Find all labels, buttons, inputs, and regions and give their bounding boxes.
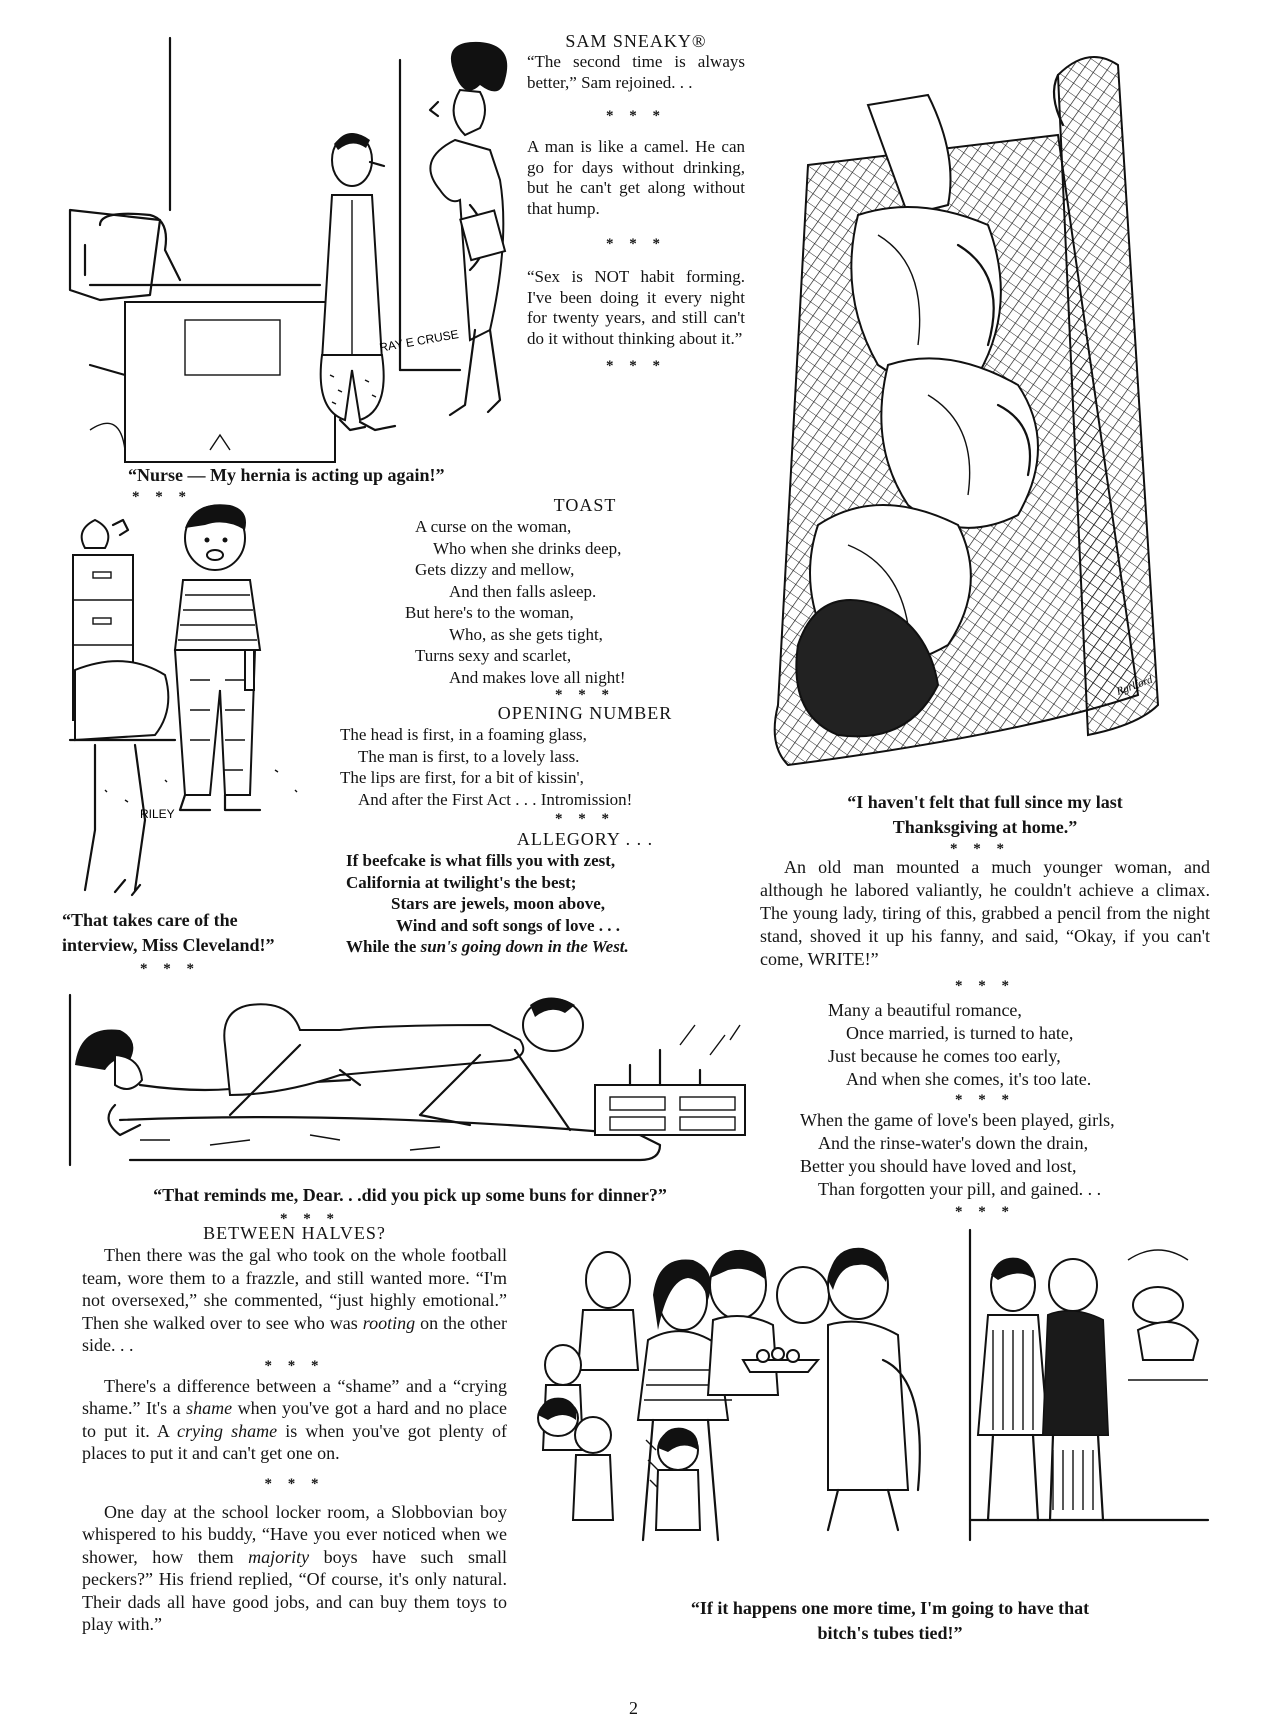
poem-line: Wind and soft songs of love . . .: [396, 915, 621, 935]
romance-poem: [760, 999, 1210, 1091]
poem-line: The man is first, to a lovely lass.: [358, 746, 580, 766]
poem-line: Just because he comes too early,: [828, 1046, 1061, 1066]
caption-interview: [62, 908, 282, 958]
habit-joke: “Sex is NOT habit forming. I've been doing it every night for twenty years, and still can't do it without thinking about it.”: [527, 267, 745, 348]
caption-interview-line1: “That takes care of the: [62, 910, 238, 930]
shame-joke: There's a difference between a “shame” and a “crying shame.” It's a shame when you've got a hard and no place to put it. A crying shame is when you've got plenty of places to put it and can't get one on.: [82, 1375, 507, 1463]
cartoon-bed-buns: [60, 985, 760, 1175]
poem-line: But here's to the woman,: [405, 603, 574, 622]
poem-line: Who when she drinks deep,: [433, 538, 622, 558]
cartoon-nurse-hernia: [60, 30, 510, 470]
bottom-left-column: [82, 1222, 507, 1636]
cartoon-family-tubes: [528, 1220, 1218, 1550]
stars-divider: * * *: [606, 358, 666, 374]
poem-line: A curse on the woman,: [415, 517, 572, 536]
stars-divider: * * *: [955, 1204, 1015, 1220]
poem-line: Than forgotten your pill, and gained. . .: [818, 1179, 1102, 1199]
page-number: 2: [629, 1698, 638, 1718]
caption-interview-line2: interview, Miss Cleveland!”: [62, 935, 275, 955]
stars-divider: * * *: [555, 811, 615, 827]
cartoonist-signature: RILEY: [140, 807, 175, 821]
poem-line: Turns sexy and scarlet,: [415, 646, 572, 665]
caption-nurse: “Nurse — My hernia is acting up again!”: [128, 465, 445, 485]
caption-thanksgiving: [760, 790, 1210, 840]
between-halves-text: Then there was the gal who took on the whole football team, wore them to a frazzle, and still wanted more. “I'm not oversexed,” she commented, “just highly emotional.” Then she walked over to see who was rooting on the other side. . .: [82, 1245, 508, 1355]
cartoon-interview: [65, 500, 345, 900]
right-column-text: [760, 856, 1210, 1221]
poem-line: And the rinse-water's down the drain,: [818, 1133, 1089, 1153]
poem-line: When the game of love's been played, girls,: [800, 1110, 1115, 1130]
stars-divider: * * *: [955, 978, 1015, 994]
cartoon-carpet-woman: [758, 45, 1210, 785]
caption-tubes: [590, 1596, 1190, 1646]
center-poems: [320, 494, 750, 958]
toast-heading: TOAST: [553, 495, 617, 515]
poem-line: California at twilight's the best;: [346, 872, 577, 892]
poem-line: And when she comes, it's too late.: [846, 1069, 1092, 1089]
poem-line: And then falls asleep.: [449, 581, 597, 601]
poem-line: Who, as she gets tight,: [449, 624, 603, 644]
poem-line: While the: [346, 937, 421, 956]
stars-divider: * * *: [132, 489, 192, 505]
stars-divider: * * *: [955, 1092, 1015, 1108]
caption-tubes-line2: bitch's tubes tied!”: [817, 1623, 963, 1643]
cartoonist-signature: RAY E CRUSE: [378, 326, 460, 355]
svg-text:Rgrlford: Rgrlford: [1114, 673, 1155, 698]
toast-poem: [320, 516, 750, 688]
opening-number-poem: [320, 724, 750, 810]
allegory-heading: ALLEGORY . . .: [516, 829, 654, 849]
old-man-joke: An old man mounted a much younger woman, and although he labored valiantly, he couldn't achieve a climax. The young lady, tiring of this, grabbed a pencil from the night stand, shoved it up his fanny, and said, “Okay, if you can't come, WRITE!”: [760, 857, 1210, 969]
game-poem: [760, 1109, 1210, 1201]
caption-thanksgiving-line2: Thanksgiving at home.”: [892, 817, 1078, 837]
caption-buns: “That reminds me, Dear. . .did you pick up some buns for dinner?”: [153, 1185, 667, 1205]
camel-joke: A man is like a camel. He can go for days without drinking, but he can't get along without that hump.: [527, 137, 745, 218]
poem-line: Better you should have loved and lost,: [800, 1156, 1077, 1176]
between-halves-heading: BETWEEN HALVES?: [203, 1223, 386, 1243]
poem-line: If beefcake is what fills you with zest,: [346, 851, 616, 870]
locker-joke: One day at the school locker room, a Slobbovian boy whispered to his buddy, “Have you ever noticed when we shower, how them majority boys have such small peckers?” His friend replied, “Of course, it's only natural. Their dads all have good jobs, and can buy them toys to play with.”: [82, 1501, 507, 1634]
stars-divider: * * *: [280, 1211, 340, 1227]
caption-thanksgiving-line1: “I haven't felt that full since my last: [847, 792, 1123, 812]
stars-divider: * * *: [140, 961, 200, 977]
poem-line: Stars are jewels, moon above,: [391, 894, 606, 913]
sam-sneaky-column: [527, 30, 745, 375]
stars-divider: * * *: [264, 1475, 325, 1492]
poem-line-italic: sun's going down in the West.: [420, 937, 629, 956]
sam-sneaky-heading: SAM SNEAKY®: [565, 31, 707, 51]
sam-sneaky-text: “The second time is always better,” Sam rejoined. . .: [527, 52, 745, 92]
allegory-poem: [320, 850, 750, 958]
poem-line: And after the First Act . . . Intromission!: [358, 789, 633, 809]
stars-divider: * * *: [606, 236, 666, 252]
poem-line: Once married, is turned to hate,: [846, 1023, 1074, 1043]
poem-line: The head is first, in a foaming glass,: [340, 725, 587, 744]
stars-divider: * * *: [950, 841, 1010, 857]
poem-line: Gets dizzy and mellow,: [415, 560, 575, 579]
caption-tubes-line1: “If it happens one more time, I'm going to have that: [690, 1598, 1090, 1618]
opening-number-heading: OPENING NUMBER: [497, 703, 673, 723]
poem-line: The lips are first, for a bit of kissin',: [340, 768, 584, 787]
stars-divider: * * *: [606, 108, 666, 124]
poem-line: And makes love all night!: [449, 667, 626, 687]
stars-divider: * * *: [264, 1357, 325, 1374]
stars-divider: * * *: [555, 687, 615, 703]
poem-line: Many a beautiful romance,: [828, 1000, 1022, 1020]
